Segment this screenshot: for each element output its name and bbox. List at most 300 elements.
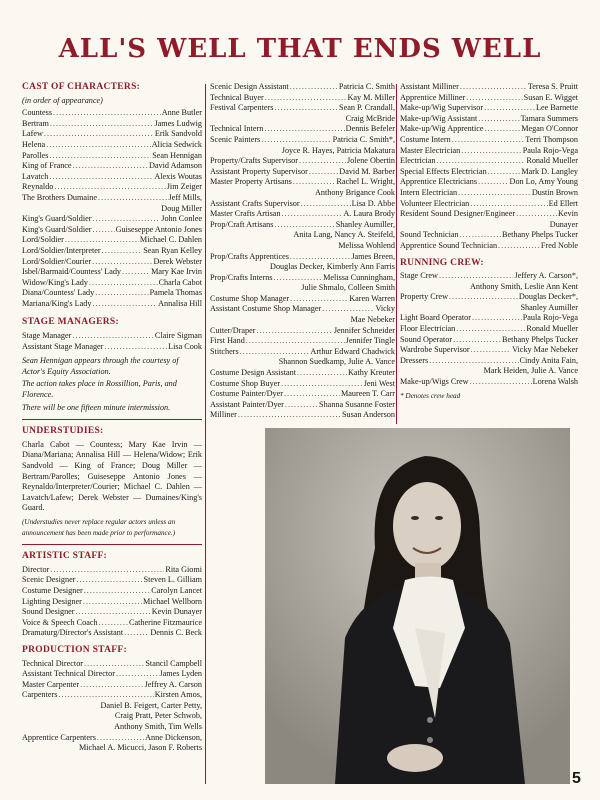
- leader-dots: [49, 172, 153, 183]
- credit-role: Costume Designer: [22, 585, 83, 595]
- leader-dots: [498, 241, 540, 252]
- credit-continuation: Craig Pratt, Peter Schwob,: [114, 711, 202, 721]
- credit-row: [400, 324, 578, 335]
- leader-dots: [290, 82, 338, 93]
- leader-dots: [50, 119, 154, 130]
- credit-name: Ronald Mueller: [526, 324, 578, 334]
- stage-managers-list: [22, 331, 202, 352]
- credit-role: First Hand: [210, 336, 245, 346]
- leader-dots: [116, 669, 159, 680]
- credit-row: [22, 586, 202, 597]
- credit-role: Make-up/Wig Assistant: [400, 113, 478, 123]
- credit-name: Stancil Campbell: [145, 658, 202, 668]
- credit-row: [400, 199, 578, 210]
- credit-role: Sound Operator: [400, 334, 453, 344]
- leader-dots: [104, 342, 167, 353]
- production-staff-list-continued: [400, 82, 578, 252]
- credit-name: Maureen T. Carr: [340, 389, 395, 399]
- credit-role: Property/Crafts Supervisor: [210, 156, 299, 166]
- page-title: ALL'S WELL THAT ENDS WELL: [58, 34, 542, 64]
- leader-dots: [281, 379, 363, 390]
- credit-name: Bethany Phelps Tucker: [502, 334, 578, 344]
- credit-name: A. Laura Brody: [343, 209, 395, 219]
- credit-role: Countess: [22, 108, 53, 118]
- production-staff-heading: PRODUCTION STAFF:: [22, 644, 127, 655]
- leader-dots: [484, 103, 535, 114]
- credit-name: Catherine Fitzmaurice: [129, 617, 202, 627]
- leader-dots: [470, 199, 547, 210]
- credit-role: Costume Shop Buyer: [210, 378, 281, 388]
- leader-dots: [261, 135, 331, 146]
- credit-name: Lorena Walsh: [532, 377, 578, 387]
- credit-role: Prop/Crafts Apprentices: [210, 251, 289, 261]
- credit-role: Director: [22, 564, 50, 574]
- credit-continuation: Shanley Aumiller: [520, 302, 578, 312]
- credit-row: [210, 209, 395, 220]
- leader-dots: [488, 167, 521, 178]
- leader-dots: [265, 93, 347, 104]
- credit-continuation: Mae Nebeker: [350, 315, 395, 325]
- credit-row: [22, 618, 202, 629]
- credit-continuation: Douglas Decker, Kimberly Ann Farris: [270, 262, 395, 272]
- credit-continuation: Melissa Wohlend: [338, 240, 395, 250]
- credit-name: Ronald Mueller: [526, 156, 578, 166]
- understudies-note: (Understudies never replace regular actors unless an announcement has been made prior to performance.): [22, 517, 176, 537]
- credit-row: [400, 356, 578, 367]
- leader-dots: [50, 565, 164, 576]
- credit-continuation: Anita Lang, Nancy A. Steifeld,: [293, 230, 395, 240]
- leader-dots: [73, 161, 148, 172]
- credit-role: Dressers: [400, 355, 429, 365]
- credit-name: David Adamson: [149, 161, 202, 171]
- credit-name: Paula Rojo-Vega: [522, 145, 578, 155]
- credit-row: [22, 182, 202, 193]
- credit-row: [22, 299, 202, 310]
- credit-role: Costume Shop Manager: [210, 293, 290, 303]
- credit-name: Steven L. Gilliam: [143, 575, 202, 585]
- credit-name: James Breen,: [351, 251, 395, 261]
- leader-dots: [274, 103, 338, 114]
- leader-dots: [49, 151, 151, 162]
- credit-role: Volunteer Electrician: [400, 198, 470, 208]
- leader-dots: [72, 331, 154, 342]
- column-middle: [210, 82, 395, 421]
- credit-name: Derek Webster: [153, 256, 202, 266]
- leader-dots: [301, 199, 351, 210]
- credit-name: Bethany Phelps Tucker: [502, 230, 578, 240]
- credit-role: Lighting Designer: [22, 596, 82, 606]
- credit-role: Master Property Artisans: [210, 177, 292, 187]
- crew-head-footnote: * Denotes crew head: [400, 391, 461, 400]
- leader-dots: [122, 267, 150, 278]
- credit-name: Teresa S. Pruitt: [527, 82, 578, 91]
- running-crew-list: [400, 271, 578, 388]
- credit-row: [400, 292, 578, 303]
- credit-row: [22, 659, 202, 670]
- leader-dots: [471, 345, 512, 356]
- credit-row: [210, 167, 395, 178]
- credit-continuation: Shannon Suedkamp, Julie A. Vance: [278, 357, 395, 367]
- stage-managers-heading: STAGE MANAGERS:: [22, 317, 119, 328]
- credit-row: [22, 342, 202, 353]
- credit-row: [22, 161, 202, 172]
- credit-role: Scenic Design Assistant: [210, 82, 289, 91]
- section-divider: [22, 419, 202, 420]
- credit-name: Mark D. Langley: [521, 166, 578, 176]
- credit-continuation: Anthony Smith, Leslie Ann Kent: [469, 281, 578, 291]
- credit-role: Assistant Crafts Supervisor: [210, 198, 300, 208]
- credit-role: Apprentice Sound Technician: [400, 240, 498, 250]
- credit-row: [400, 177, 578, 188]
- credit-role: Assistant Painter/Dyer: [210, 399, 284, 409]
- credit-role: Assistant Property Supervisor: [210, 166, 308, 176]
- leader-dots: [293, 177, 335, 188]
- credit-row: [210, 124, 395, 135]
- credit-name: Jeni West: [363, 378, 395, 388]
- credit-name: Shanley Aumiller,: [335, 219, 395, 229]
- credit-name: Jim Zeiger: [166, 182, 202, 192]
- leader-dots: [478, 114, 519, 125]
- leader-dots: [322, 304, 374, 315]
- credit-role: Master Electrician: [400, 145, 461, 155]
- credit-name: Jennifer Tingle: [345, 336, 395, 346]
- leader-dots: [429, 356, 518, 367]
- actress-photo-illustration: [265, 428, 570, 784]
- credit-role: Assistant Milliner: [400, 82, 459, 91]
- credit-name: James Lyden: [159, 669, 202, 679]
- leader-dots: [83, 597, 142, 608]
- leader-dots: [240, 347, 310, 358]
- credit-row: [400, 103, 578, 114]
- credit-continuation: Mark Heiden, Julie A. Vance: [483, 366, 578, 376]
- credit-role: Costume Painter/Dyer: [210, 389, 283, 399]
- page-number: 5: [572, 770, 581, 787]
- credit-name: Michael C. Dahlen: [139, 235, 202, 245]
- credit-role: Apprentice Electricians: [400, 177, 478, 187]
- credit-row: [400, 124, 578, 135]
- credit-row: [22, 680, 202, 691]
- credit-role: Reynaldo: [22, 182, 54, 192]
- credit-row: [210, 220, 395, 231]
- credit-name: Tamara Summers: [520, 113, 578, 123]
- credit-row: [400, 377, 578, 388]
- credit-name: Erik Sandvold: [154, 129, 202, 139]
- credit-role: Technical Intern: [210, 124, 264, 134]
- leader-dots: [58, 690, 153, 701]
- leader-dots: [84, 659, 144, 670]
- credit-row: [22, 597, 202, 608]
- leader-dots: [285, 400, 318, 411]
- credit-row: [22, 225, 202, 236]
- credit-role: Stitchers: [210, 346, 239, 356]
- credit-name: Don Lo, Amy Young: [509, 177, 578, 187]
- credit-role: Sound Technician: [400, 230, 459, 240]
- leader-dots: [297, 368, 347, 379]
- credit-name: Patricia C. Smith*,: [332, 134, 395, 144]
- credit-role: Helena: [22, 139, 46, 149]
- leader-dots: [44, 129, 154, 140]
- credit-name: Sean P. Crandall,: [339, 103, 395, 113]
- credit-row: [400, 188, 578, 199]
- credit-row: [210, 336, 395, 347]
- credit-continuation: Dunayer: [549, 219, 578, 229]
- credit-name: Anne Butler: [161, 108, 202, 118]
- credit-row: [400, 313, 578, 324]
- credit-role: Make-up/Wigs Crew: [400, 377, 469, 387]
- credit-role: Lord/Soldier: [22, 235, 64, 245]
- credit-role: The Brothers Dumaine: [22, 192, 98, 202]
- credit-row: [210, 294, 395, 305]
- section-divider: [22, 544, 202, 545]
- credit-role: Lord/Soldier/Interpreter: [22, 245, 101, 255]
- credit-name: Melissa Cunningham,: [323, 272, 395, 282]
- credit-name: Jeff Mills,: [168, 192, 202, 202]
- credit-continuation: Craig McBride: [345, 113, 395, 123]
- equity-note: Sean Hennigan appears through the courtesy of Actor's Equity Association.: [22, 356, 179, 376]
- credit-row: [400, 241, 578, 252]
- credit-role: Assistant Costume Shop Manager: [210, 304, 322, 314]
- credit-row: [22, 129, 202, 140]
- leader-dots: [102, 246, 143, 257]
- credit-name: Ed Ellert: [548, 198, 578, 208]
- credit-name: Jolene Obertin: [347, 156, 395, 166]
- credit-continuation: Joyce R. Hayes, Patricia Makatura: [281, 145, 395, 155]
- credit-row: [400, 146, 578, 157]
- leader-dots: [456, 324, 525, 335]
- leader-dots: [449, 292, 518, 303]
- intermission-note: There will be one fifteen minute intermission.: [22, 402, 171, 412]
- credit-role: Cutter/Draper: [210, 325, 256, 335]
- credit-row: [22, 331, 202, 342]
- leader-dots: [84, 586, 151, 597]
- credit-row: [210, 326, 395, 337]
- credit-name: Susan E. Wigget: [523, 92, 578, 102]
- credit-role: Light Board Operator: [400, 313, 471, 323]
- credit-role: Technical Buyer: [210, 92, 264, 102]
- leader-dots: [65, 235, 139, 246]
- credit-role: Master Crafts Artisan: [210, 209, 281, 219]
- credit-name: Alexis Woutas: [154, 171, 202, 181]
- credit-row: [22, 278, 202, 289]
- credit-role: Diana/Countess' Lady: [22, 288, 95, 298]
- understudies-heading: UNDERSTUDIES:: [22, 426, 104, 437]
- credit-role: Voice & Speech Coach: [22, 617, 98, 627]
- leader-dots: [461, 146, 521, 157]
- leader-dots: [264, 124, 344, 135]
- credit-role: Mariana/King's Lady: [22, 298, 92, 308]
- credit-row: [400, 271, 578, 282]
- credit-row: [400, 345, 578, 356]
- leader-dots: [238, 410, 341, 421]
- leader-dots: [95, 288, 148, 299]
- credit-role: Property Crew: [400, 292, 448, 302]
- credit-name: Cindy Anita Fain,: [519, 355, 578, 365]
- credit-name: Kirsten Amos,: [154, 690, 202, 700]
- credit-role: King of France: [22, 161, 72, 171]
- credit-row: [210, 379, 395, 390]
- credit-row: [22, 172, 202, 183]
- credit-name: Anne Dickenson,: [145, 732, 202, 742]
- leader-dots: [516, 209, 557, 220]
- leader-dots: [485, 124, 521, 135]
- credit-role: Make-up/Wig Apprentice: [400, 124, 484, 134]
- credit-row: [210, 347, 395, 358]
- leader-dots: [299, 156, 346, 167]
- credit-role: Wardrobe Supervisor: [400, 345, 470, 355]
- running-crew-heading: RUNNING CREW:: [400, 257, 484, 268]
- credit-row: [22, 288, 202, 299]
- credit-name: Sean Ryan Kelley: [143, 245, 202, 255]
- credit-role: Master Carpenter: [22, 679, 80, 689]
- credit-row: [210, 273, 395, 284]
- leader-dots: [54, 182, 165, 193]
- leader-dots: [274, 273, 323, 284]
- leader-dots: [282, 209, 343, 220]
- credit-name: Annalisa Hill: [158, 298, 202, 308]
- leader-dots: [439, 271, 513, 282]
- credit-name: Alicia Sedwick: [151, 139, 202, 149]
- credit-name: Rachel L. Wright,: [336, 177, 395, 187]
- credit-continuation: Anthony Brigance Cook: [314, 187, 395, 197]
- leader-dots: [274, 220, 334, 231]
- leader-dots: [76, 607, 151, 618]
- credit-row: [210, 410, 395, 421]
- credit-role: Bertram: [22, 118, 49, 128]
- leader-dots: [458, 188, 531, 199]
- credit-name: Arthur Edward Chadwick: [310, 346, 395, 356]
- credit-row: [22, 214, 202, 225]
- credit-row: [210, 177, 395, 188]
- leader-dots: [53, 108, 161, 119]
- credit-row: [210, 199, 395, 210]
- leader-dots: [470, 377, 532, 388]
- cast-heading: CAST OF CHARACTERS:: [22, 82, 141, 92]
- credit-name: Pamela Thomas: [149, 288, 202, 298]
- credit-role: Stage Manager: [22, 331, 72, 341]
- credit-row: [400, 93, 578, 104]
- leader-dots: [92, 225, 114, 236]
- credit-role: King's Guard/Soldier: [22, 224, 92, 234]
- credit-name: Dennis Befeler: [345, 124, 395, 134]
- column-left: [22, 82, 202, 754]
- credit-role: Intern Electrician: [400, 187, 458, 197]
- production-staff-list-continued: [210, 82, 395, 421]
- credit-row: [22, 690, 202, 701]
- leader-dots: [472, 313, 522, 324]
- credit-role: Widow/King's Lady: [22, 277, 88, 287]
- credit-name: Megan O'Connor: [521, 124, 578, 134]
- credit-name: Mary Kae Irvin: [151, 267, 202, 277]
- credit-row: [210, 252, 395, 263]
- credit-name: Charla Cabot: [158, 277, 202, 287]
- credit-name: Douglas Decker*,: [518, 292, 578, 302]
- credit-continuation: Michael A. Micucci, Jason F. Roberts: [78, 743, 202, 753]
- credit-row: [210, 400, 395, 411]
- credit-row: [210, 389, 395, 400]
- credit-name: Lisa D. Abbe: [351, 198, 395, 208]
- credit-row: [210, 82, 395, 93]
- credit-role: Costume Intern: [400, 134, 451, 144]
- credit-name: Lee Barnette: [535, 103, 578, 113]
- credit-name: Vicky Mae Nebeker: [512, 345, 578, 355]
- column-divider: [205, 84, 206, 784]
- credit-row: [210, 135, 395, 146]
- credit-name: Kevin Dunayer: [151, 607, 202, 617]
- leader-dots: [89, 278, 158, 289]
- leader-dots: [246, 336, 345, 347]
- credit-name: Guiseseppe Antonio Jones: [115, 224, 202, 234]
- credit-row: [22, 669, 202, 680]
- credit-role: Stage Crew: [400, 271, 438, 281]
- leader-dots: [46, 140, 151, 151]
- leader-dots: [478, 177, 508, 188]
- leader-dots: [76, 575, 142, 586]
- cast-list: [22, 108, 202, 309]
- credit-role: Scenic Designer: [22, 575, 76, 585]
- artistic-staff-list: [22, 565, 202, 639]
- credit-row: [22, 151, 202, 162]
- leader-dots: [309, 167, 338, 178]
- leader-dots: [460, 82, 527, 93]
- credit-row: [210, 304, 395, 315]
- credit-row: [400, 135, 578, 146]
- credit-name: Lisa Cook: [168, 341, 202, 351]
- credit-name: Michael Wellborn: [143, 596, 202, 606]
- credit-row: [22, 628, 202, 639]
- credit-name: Dennis C. Beck: [150, 628, 202, 638]
- credit-role: Carpenters: [22, 690, 58, 700]
- leader-dots: [124, 628, 149, 639]
- credit-row: [400, 209, 578, 220]
- production-staff-list: [22, 659, 202, 754]
- credit-name: Paula Rojo-Vega: [522, 313, 578, 323]
- credit-role: Lord/Soldier/Courier: [22, 256, 92, 266]
- leader-dots: [460, 230, 501, 241]
- credit-row: [22, 565, 202, 576]
- leader-dots: [452, 135, 525, 146]
- credit-row: [400, 335, 578, 346]
- credit-row: [210, 156, 395, 167]
- credit-role: Milliner: [210, 410, 237, 420]
- credit-row: [210, 103, 395, 114]
- credit-role: Assistant Technical Director: [22, 669, 115, 679]
- credit-role: Floor Electrician: [400, 324, 456, 334]
- column-divider: [396, 84, 397, 424]
- credit-name: John Conlee: [161, 214, 202, 224]
- credit-name: Fred Noble: [540, 240, 578, 250]
- credit-role: Electrician: [400, 156, 436, 166]
- leader-dots: [99, 618, 128, 629]
- credit-role: Isbel/Barmaid/Countess' Lady: [22, 267, 122, 277]
- credit-row: [22, 119, 202, 130]
- actress-photo: [265, 428, 570, 784]
- credit-role: Technical Director: [22, 658, 84, 668]
- leader-dots: [92, 214, 160, 225]
- credit-row: [400, 114, 578, 125]
- column-right: [400, 82, 578, 401]
- credit-role: Dramaturg/Director's Assistant: [22, 628, 124, 638]
- credit-name: Vicky: [375, 304, 395, 314]
- leader-dots: [98, 193, 167, 204]
- leader-dots: [284, 389, 340, 400]
- credit-role: Prop/Crafts Interns: [210, 272, 273, 282]
- credit-name: Kay M. Miller: [347, 92, 395, 102]
- credit-name: Kathy Kreuter: [347, 368, 395, 378]
- credit-row: [22, 267, 202, 278]
- credit-name: Dustin Brown: [531, 187, 578, 197]
- credit-row: [22, 193, 202, 204]
- credit-row: [22, 246, 202, 257]
